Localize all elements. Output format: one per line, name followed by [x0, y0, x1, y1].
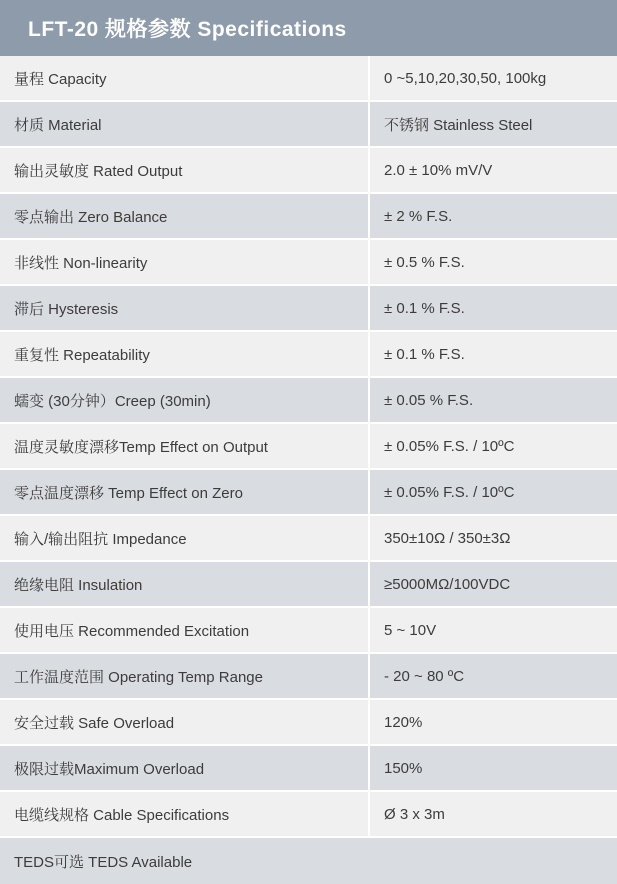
table-row	[0, 286, 617, 332]
table-row	[0, 378, 617, 424]
row-label: 温度灵敏度漂移Temp Effect on Output	[0, 424, 370, 470]
row-label: 量程 Capacity	[0, 56, 370, 102]
row-label: 输出灵敏度 Rated Output	[0, 148, 370, 194]
row-value: ± 0.5 % F.S.	[370, 240, 617, 286]
row-value: 0 ~5,10,20,30,50, 100kg	[370, 56, 617, 102]
row-label: TEDS可选 TEDS Available	[0, 838, 617, 884]
row-label: 输入/输出阻抗 Impedance	[0, 516, 370, 562]
row-label: 极限过载Maximum Overload	[0, 746, 370, 792]
table-row	[0, 700, 617, 746]
row-value: ± 0.1 % F.S.	[370, 286, 617, 332]
page-title: LFT-20 规格参数 Specifications	[0, 0, 617, 56]
row-label: 非线性 Non-linearity	[0, 240, 370, 286]
table-row	[0, 332, 617, 378]
row-label: 重复性 Repeatability	[0, 332, 370, 378]
row-value: 150%	[370, 746, 617, 792]
row-value: ≥5000MΩ/100VDC	[370, 562, 617, 608]
table-row	[0, 746, 617, 792]
table-row	[0, 102, 617, 148]
row-value: - 20 ~ 80 ºC	[370, 654, 617, 700]
table-row	[0, 56, 617, 102]
row-label: 工作温度范围 Operating Temp Range	[0, 654, 370, 700]
row-value: 2.0 ± 10% mV/V	[370, 148, 617, 194]
table-row	[0, 516, 617, 562]
row-value: ± 0.05 % F.S.	[370, 378, 617, 424]
row-value: Ø 3 x 3m	[370, 792, 617, 838]
table-row	[0, 240, 617, 286]
row-value: 不锈钢 Stainless Steel	[370, 102, 617, 148]
row-label: 零点输出 Zero Balance	[0, 194, 370, 240]
row-label: 使用电压 Recommended Excitation	[0, 608, 370, 654]
table-row	[0, 194, 617, 240]
table-row	[0, 792, 617, 838]
table-row	[0, 424, 617, 470]
row-label: 电缆线规格 Cable Specifications	[0, 792, 370, 838]
row-label: 材质 Material	[0, 102, 370, 148]
row-label: 滞后 Hysteresis	[0, 286, 370, 332]
row-value: ± 0.05% F.S. / 10ºC	[370, 470, 617, 516]
table-row	[0, 838, 617, 884]
table-row	[0, 608, 617, 654]
row-label: 绝缘电阻 Insulation	[0, 562, 370, 608]
table-body	[0, 56, 617, 884]
table-row	[0, 562, 617, 608]
row-label: 零点温度漂移 Temp Effect on Zero	[0, 470, 370, 516]
row-value: 350±10Ω / 350±3Ω	[370, 516, 617, 562]
row-value: 120%	[370, 700, 617, 746]
row-value: 5 ~ 10V	[370, 608, 617, 654]
row-label: 蠕变 (30分钟）Creep (30min)	[0, 378, 370, 424]
row-value: ± 0.1 % F.S.	[370, 332, 617, 378]
table-row	[0, 470, 617, 516]
row-value: ± 2 % F.S.	[370, 194, 617, 240]
table-row	[0, 148, 617, 194]
table-row	[0, 654, 617, 700]
row-label: 安全过载 Safe Overload	[0, 700, 370, 746]
row-value: ± 0.05% F.S. / 10ºC	[370, 424, 617, 470]
